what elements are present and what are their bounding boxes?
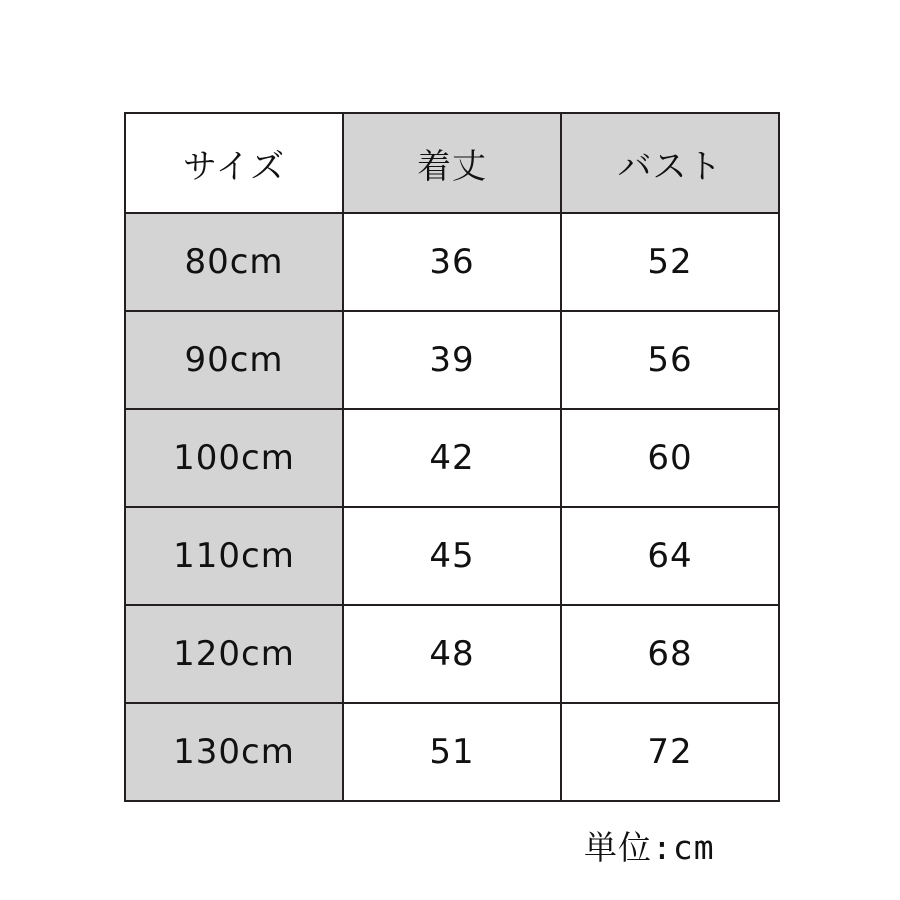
- table-row: [125, 311, 779, 409]
- table-header-row: [125, 113, 779, 213]
- cell-size: 120cm: [125, 605, 343, 703]
- table-row: [125, 507, 779, 605]
- cell-length: 39: [343, 311, 561, 409]
- column-header-size: サイズ: [125, 113, 343, 213]
- cell-bust: 72: [561, 703, 779, 801]
- table-row: [125, 605, 779, 703]
- cell-bust: 52: [561, 213, 779, 311]
- cell-bust: 64: [561, 507, 779, 605]
- cell-size: 110cm: [125, 507, 343, 605]
- cell-length: 36: [343, 213, 561, 311]
- cell-size: 90cm: [125, 311, 343, 409]
- cell-length: 42: [343, 409, 561, 507]
- cell-size: 80cm: [125, 213, 343, 311]
- cell-size: 100cm: [125, 409, 343, 507]
- cell-length: 48: [343, 605, 561, 703]
- cell-bust: 56: [561, 311, 779, 409]
- table-row: [125, 409, 779, 507]
- table-row: [125, 213, 779, 311]
- cell-bust: 68: [561, 605, 779, 703]
- column-header-bust: バスト: [561, 113, 779, 213]
- unit-note: 単位:cm: [584, 828, 715, 867]
- cell-size: 130cm: [125, 703, 343, 801]
- cell-length: 51: [343, 703, 561, 801]
- column-header-length: 着丈: [343, 113, 561, 213]
- size-chart-table: [124, 112, 780, 802]
- table-row: [125, 703, 779, 801]
- cell-bust: 60: [561, 409, 779, 507]
- cell-length: 45: [343, 507, 561, 605]
